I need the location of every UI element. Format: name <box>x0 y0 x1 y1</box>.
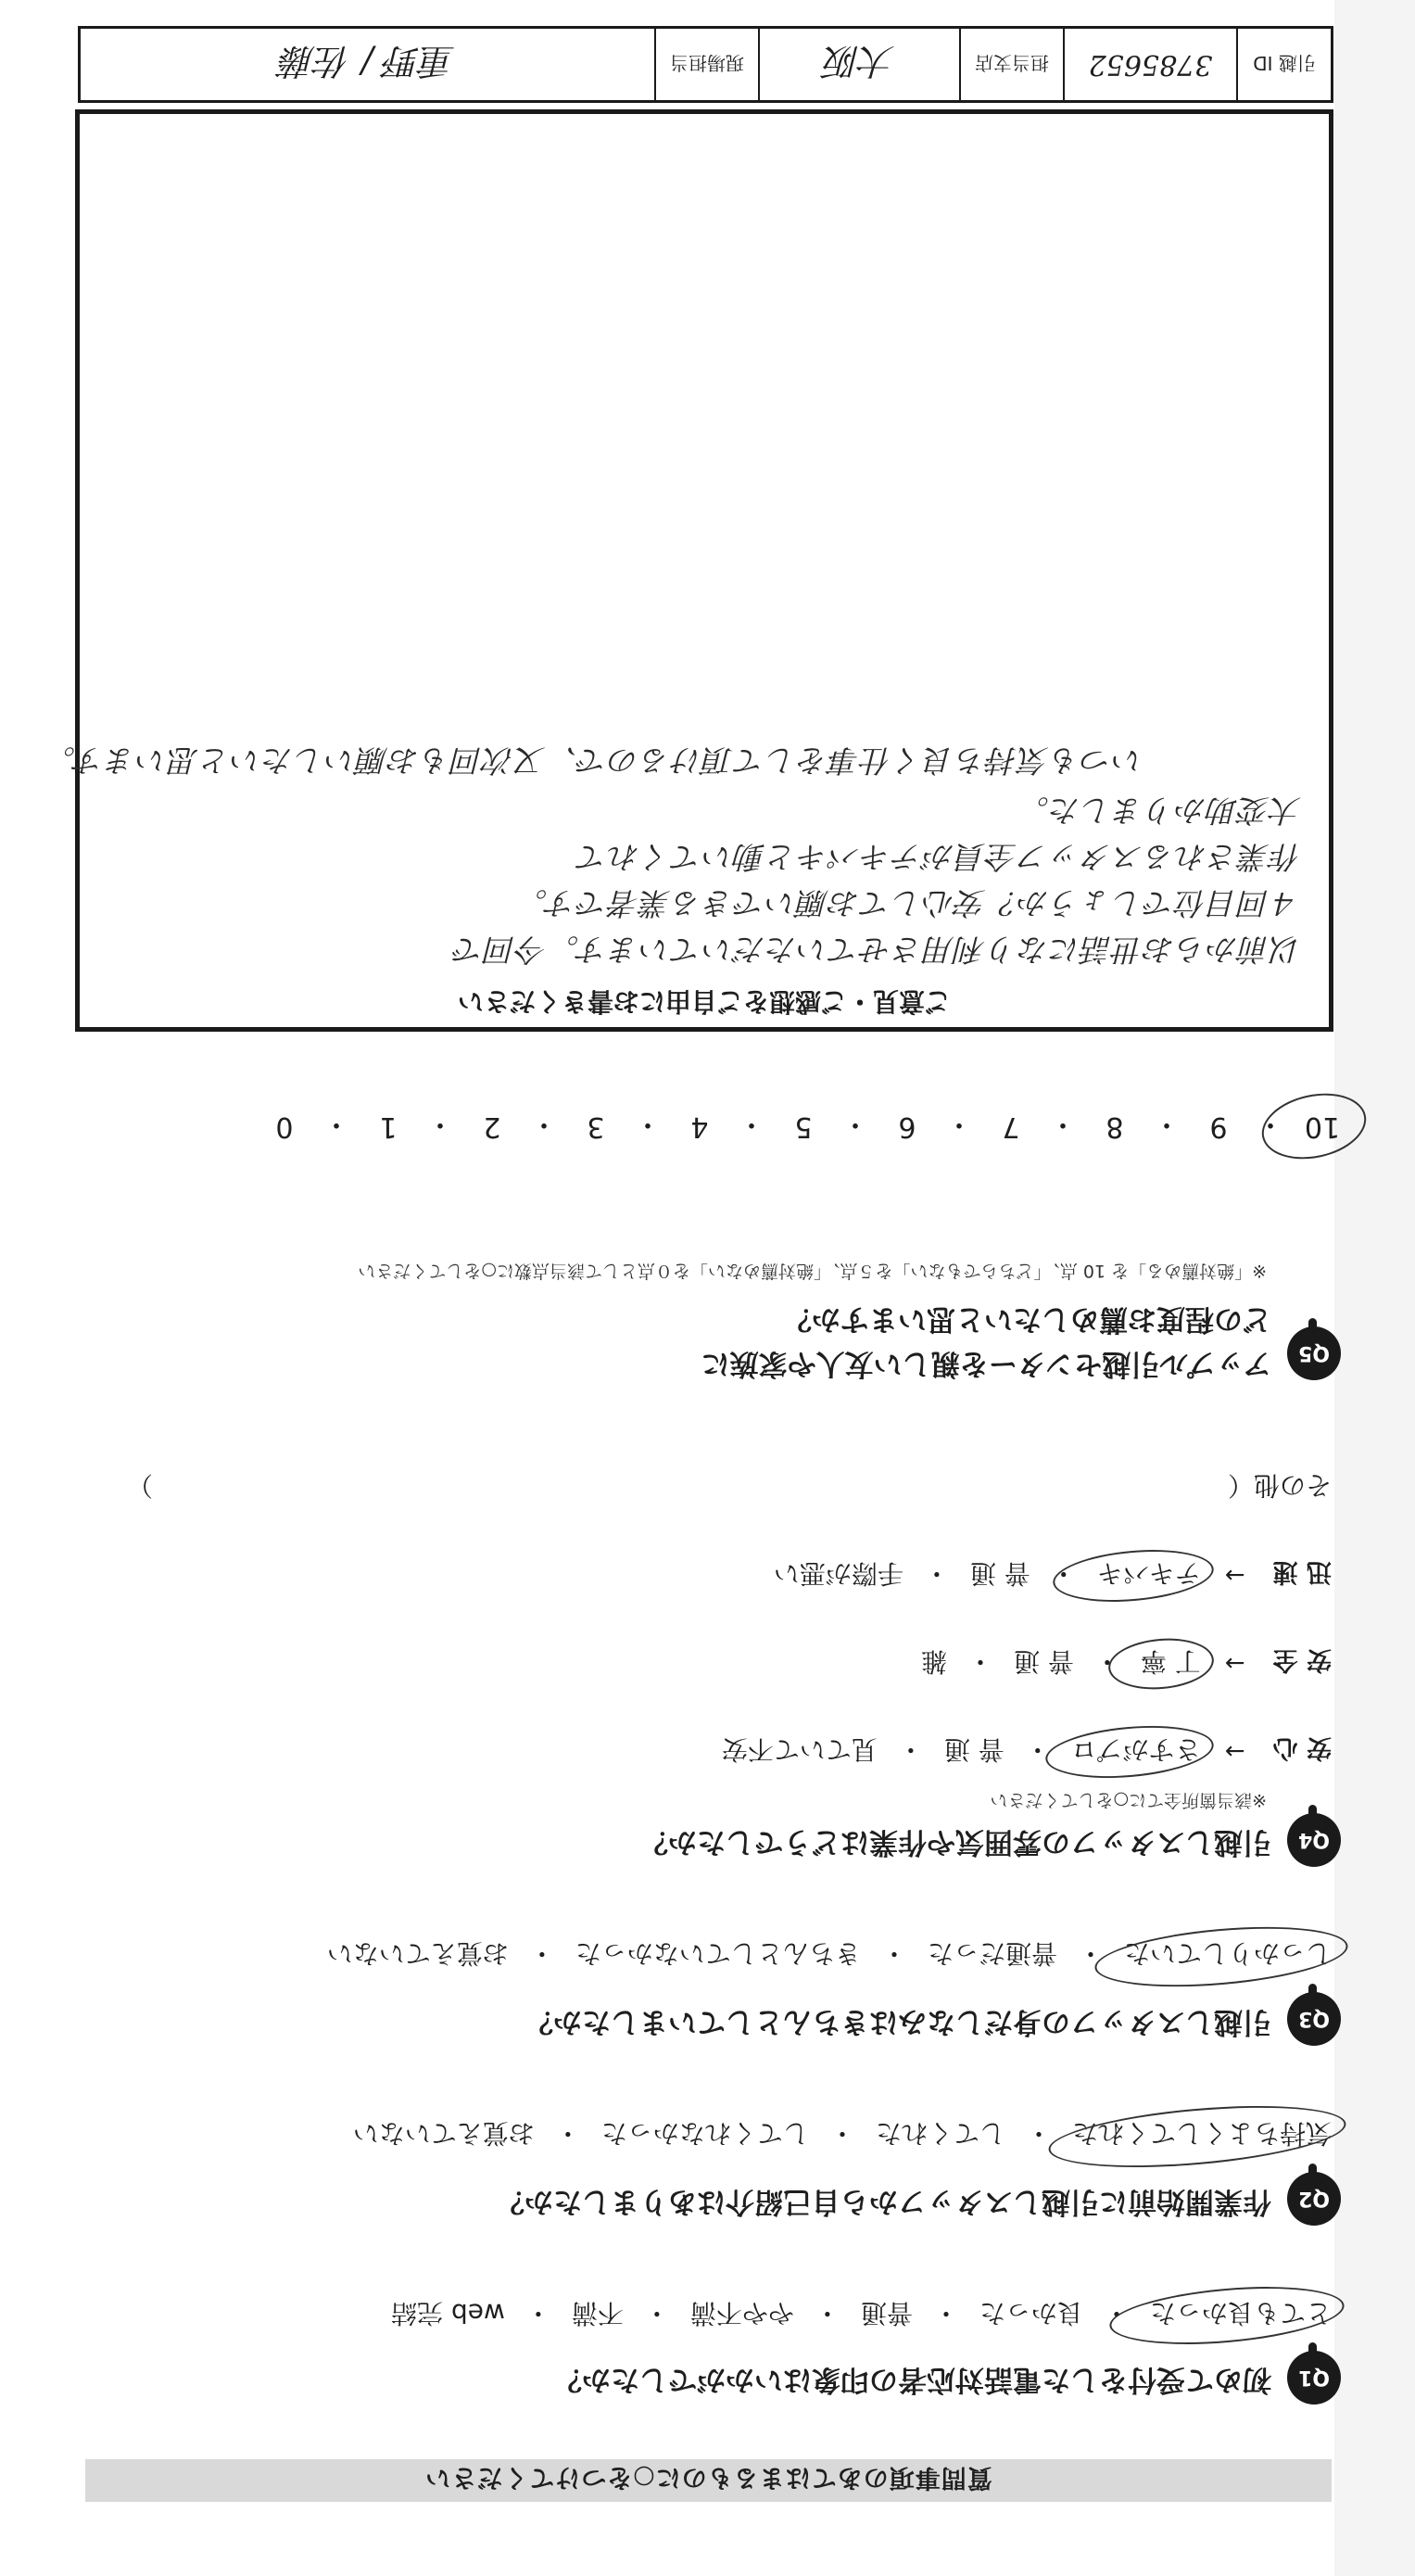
q2-options: 気持ちよくしてくれた ・ してくれた ・ してくれなかった ・ お覚えていない <box>353 2116 1332 2153</box>
comment-handwriting-line: 作業されるスタッフ全員がテキパキと動いてくれて <box>576 839 1301 875</box>
q3-options: しっかりしていた ・ 普通だった ・ きちんとしていなかった ・ お覚えていない <box>327 1936 1332 1973</box>
q4-jinsoku-handwritten-circle <box>1051 1544 1216 1608</box>
id-table <box>78 26 1333 103</box>
q1-option-very-good[interactable] <box>1150 2296 1332 2333</box>
q4-badge-icon <box>1287 1813 1341 1867</box>
q5-handwritten-circle <box>1256 1085 1372 1168</box>
score-2[interactable]: 2 <box>483 1110 501 1144</box>
q4-badge-label: Q4 <box>1298 1828 1331 1852</box>
comment-box[interactable] <box>44 109 1333 1032</box>
q4-jinsoku-option-clumsy[interactable]: 手際が悪い <box>773 1558 903 1589</box>
q4-option-label: テキパキ <box>1096 1558 1201 1589</box>
q1-option-normal[interactable]: 普通 <box>860 2298 913 2329</box>
q4-rating-anzen: 安 全 → 丁 寧 ・ 普 通 ・ 雑 <box>921 1644 1332 1681</box>
q2-option-label: 気持ちよくしてくれた <box>1071 2118 1332 2149</box>
q1-badge-icon <box>1287 2351 1341 2405</box>
q1-options: とても良かった ・ 良かった ・ 普通 ・ やや不満 ・ 不満 ・ web 完結 <box>391 2296 1332 2333</box>
q4-other-close: ） <box>127 1470 154 1501</box>
q3-option-neat[interactable] <box>1124 1936 1332 1973</box>
q4-anshin-option-anxious[interactable]: 見ていて不安 <box>721 1734 878 1765</box>
comment-handwriting-line: いつも気持ち良く仕事をして頂けるので、又次回もお願いしたいと思います。 <box>44 742 1143 779</box>
id-label: 引越 ID <box>1236 29 1331 100</box>
arrow-right-icon: → <box>1224 1561 1245 1589</box>
branch-value: 大阪 <box>758 29 959 100</box>
comment-handwriting-line: ４回目位でしょうか？安心してお願いできる業者です。 <box>515 885 1301 921</box>
score-0[interactable]: 0 <box>275 1110 294 1144</box>
q5-question-line1: アップル引越センターを親しい友人や家族に <box>701 1347 1271 1380</box>
score-3[interactable]: 3 <box>587 1110 605 1144</box>
score-1[interactable]: 1 <box>379 1110 398 1144</box>
score-6[interactable]: 6 <box>898 1110 916 1144</box>
q3-option-label: しっかりしていた <box>1123 1938 1332 1969</box>
q1-option-web[interactable]: web 完結 <box>391 2298 505 2329</box>
q4-rating-label: 安 全 <box>1272 1645 1332 1675</box>
q1-handwritten-circle <box>1107 2278 1346 2353</box>
q4-jinsoku-option-normal[interactable]: 普 通 <box>969 1558 1030 1589</box>
q4-anshin-handwritten-circle <box>1043 1719 1216 1784</box>
q2-handwritten-circle <box>1046 2096 1348 2177</box>
arrow-right-icon: → <box>1224 1737 1245 1765</box>
instruction-banner <box>85 2459 1332 2502</box>
q2-badge-label: Q2 <box>1298 2187 1331 2211</box>
comment-handwriting-line: 以前からお世話になり利用させていただいています。今回で <box>452 932 1301 968</box>
score-5[interactable]: 5 <box>794 1110 813 1144</box>
arrow-right-icon: → <box>1224 1649 1245 1677</box>
q5-badge-label: Q5 <box>1298 1341 1331 1365</box>
leader-value: 重野 / 佐藤 <box>280 41 455 82</box>
q5-note: ※「絶対薦める」を 10 点、「どちらでもない」を５点、「絶対薦めない」を０点として該当点数に○をしてください <box>358 1261 1267 1281</box>
q4-anzen-option-normal[interactable]: 普 通 <box>1013 1646 1074 1677</box>
q3-option-not-neat[interactable]: きちんとしていなかった <box>575 1938 861 1969</box>
q4-rating-anshin: 安 心 → さすがプロ ・ 普 通 ・ 見ていて不安 <box>722 1732 1332 1770</box>
q4-other-label: その他（ <box>1227 1470 1332 1501</box>
q4-anzen-option-rough[interactable]: 雑 <box>920 1646 947 1677</box>
q5-score-scale: 10 ・ 9 ・ 8 ・ 7 ・ 6 ・ 5 ・ 4 ・ 3 ・ 2 ・ 1 ・ 0 <box>136 1107 1341 1148</box>
q3-question: 引越しスタッフの身だしなみはきちんとしていましたか？ <box>524 2005 1271 2038</box>
q4-anshin-option-pro[interactable] <box>1071 1732 1201 1770</box>
q5-badge-icon <box>1287 1326 1341 1380</box>
q4-other-row <box>127 1468 1332 1505</box>
q1-option-dissatisfied[interactable]: 不満 <box>571 2298 624 2329</box>
score-8[interactable]: 8 <box>1105 1110 1124 1144</box>
q3-badge-label: Q3 <box>1298 2007 1331 2031</box>
score-10[interactable] <box>1304 1111 1341 1144</box>
q4-option-label: さすがプロ <box>1070 1734 1201 1765</box>
score-label: 10 <box>1304 1110 1341 1144</box>
q1-question: 初めて受付をした電話対応者の印象はいかがでしたか？ <box>553 2363 1271 2396</box>
leader-label: 現場担当 <box>654 29 758 100</box>
q4-anzen-option-careful[interactable] <box>1141 1644 1201 1681</box>
q4-rating-jinsoku: 迅 速 → テキパキ ・ 普 通 ・ 手際が悪い <box>774 1556 1332 1593</box>
id-value: 3785652 <box>1063 29 1236 100</box>
q2-option-pleasant[interactable] <box>1072 2116 1332 2153</box>
score-4[interactable]: 4 <box>690 1110 709 1144</box>
q3-option-dont-remember[interactable]: お覚えていない <box>326 1938 509 1969</box>
q2-badge-icon <box>1287 2172 1341 2226</box>
q5-question-line2: どの程度お薦めしたいと思いますか？ <box>783 1302 1271 1336</box>
branch-label: 担当支店 <box>959 29 1063 100</box>
q1-option-slightly-dissatisfied[interactable]: やや不満 <box>689 2298 794 2329</box>
q4-question: 引越しスタッフの雰囲気や作業はどうでしたか？ <box>639 1825 1271 1859</box>
comment-label: ご意見・ご感想をご自由にお書きください <box>458 986 952 1017</box>
instruction-text: 質問事項のあてはまるものに○をつけてください <box>424 2463 992 2493</box>
q3-option-normal[interactable]: 普通だった <box>927 1938 1057 1969</box>
q1-option-label: とても良かった <box>1149 2298 1332 2329</box>
q4-rating-label: 安 心 <box>1272 1733 1332 1763</box>
q4-note: ※該当箇所全てに○をしてください <box>990 1790 1267 1810</box>
q3-badge-icon <box>1287 1992 1341 2046</box>
q4-anzen-handwritten-circle <box>1106 1634 1216 1694</box>
score-9[interactable]: 9 <box>1209 1110 1228 1144</box>
comment-handwriting-line: 大変助かりました。 <box>1017 793 1301 829</box>
q4-option-label: 丁 寧 <box>1140 1646 1201 1677</box>
score-7[interactable]: 7 <box>1002 1110 1020 1144</box>
q2-option-dont-remember[interactable]: お覚えていない <box>352 2118 535 2149</box>
q4-rating-label: 迅 速 <box>1272 1557 1332 1587</box>
q4-jinsoku-option-brisk[interactable] <box>1097 1556 1201 1593</box>
q2-option-did-not[interactable]: してくれなかった <box>600 2118 809 2149</box>
q4-anshin-option-normal[interactable]: 普 通 <box>943 1734 1004 1765</box>
q2-question: 作業開始前に引越しスタッフから自己紹介はありましたか？ <box>496 2185 1271 2218</box>
q1-badge-label: Q1 <box>1298 2366 1331 2390</box>
q2-option-did[interactable]: してくれた <box>875 2118 1005 2149</box>
q1-option-good[interactable]: 良かった <box>979 2298 1083 2329</box>
